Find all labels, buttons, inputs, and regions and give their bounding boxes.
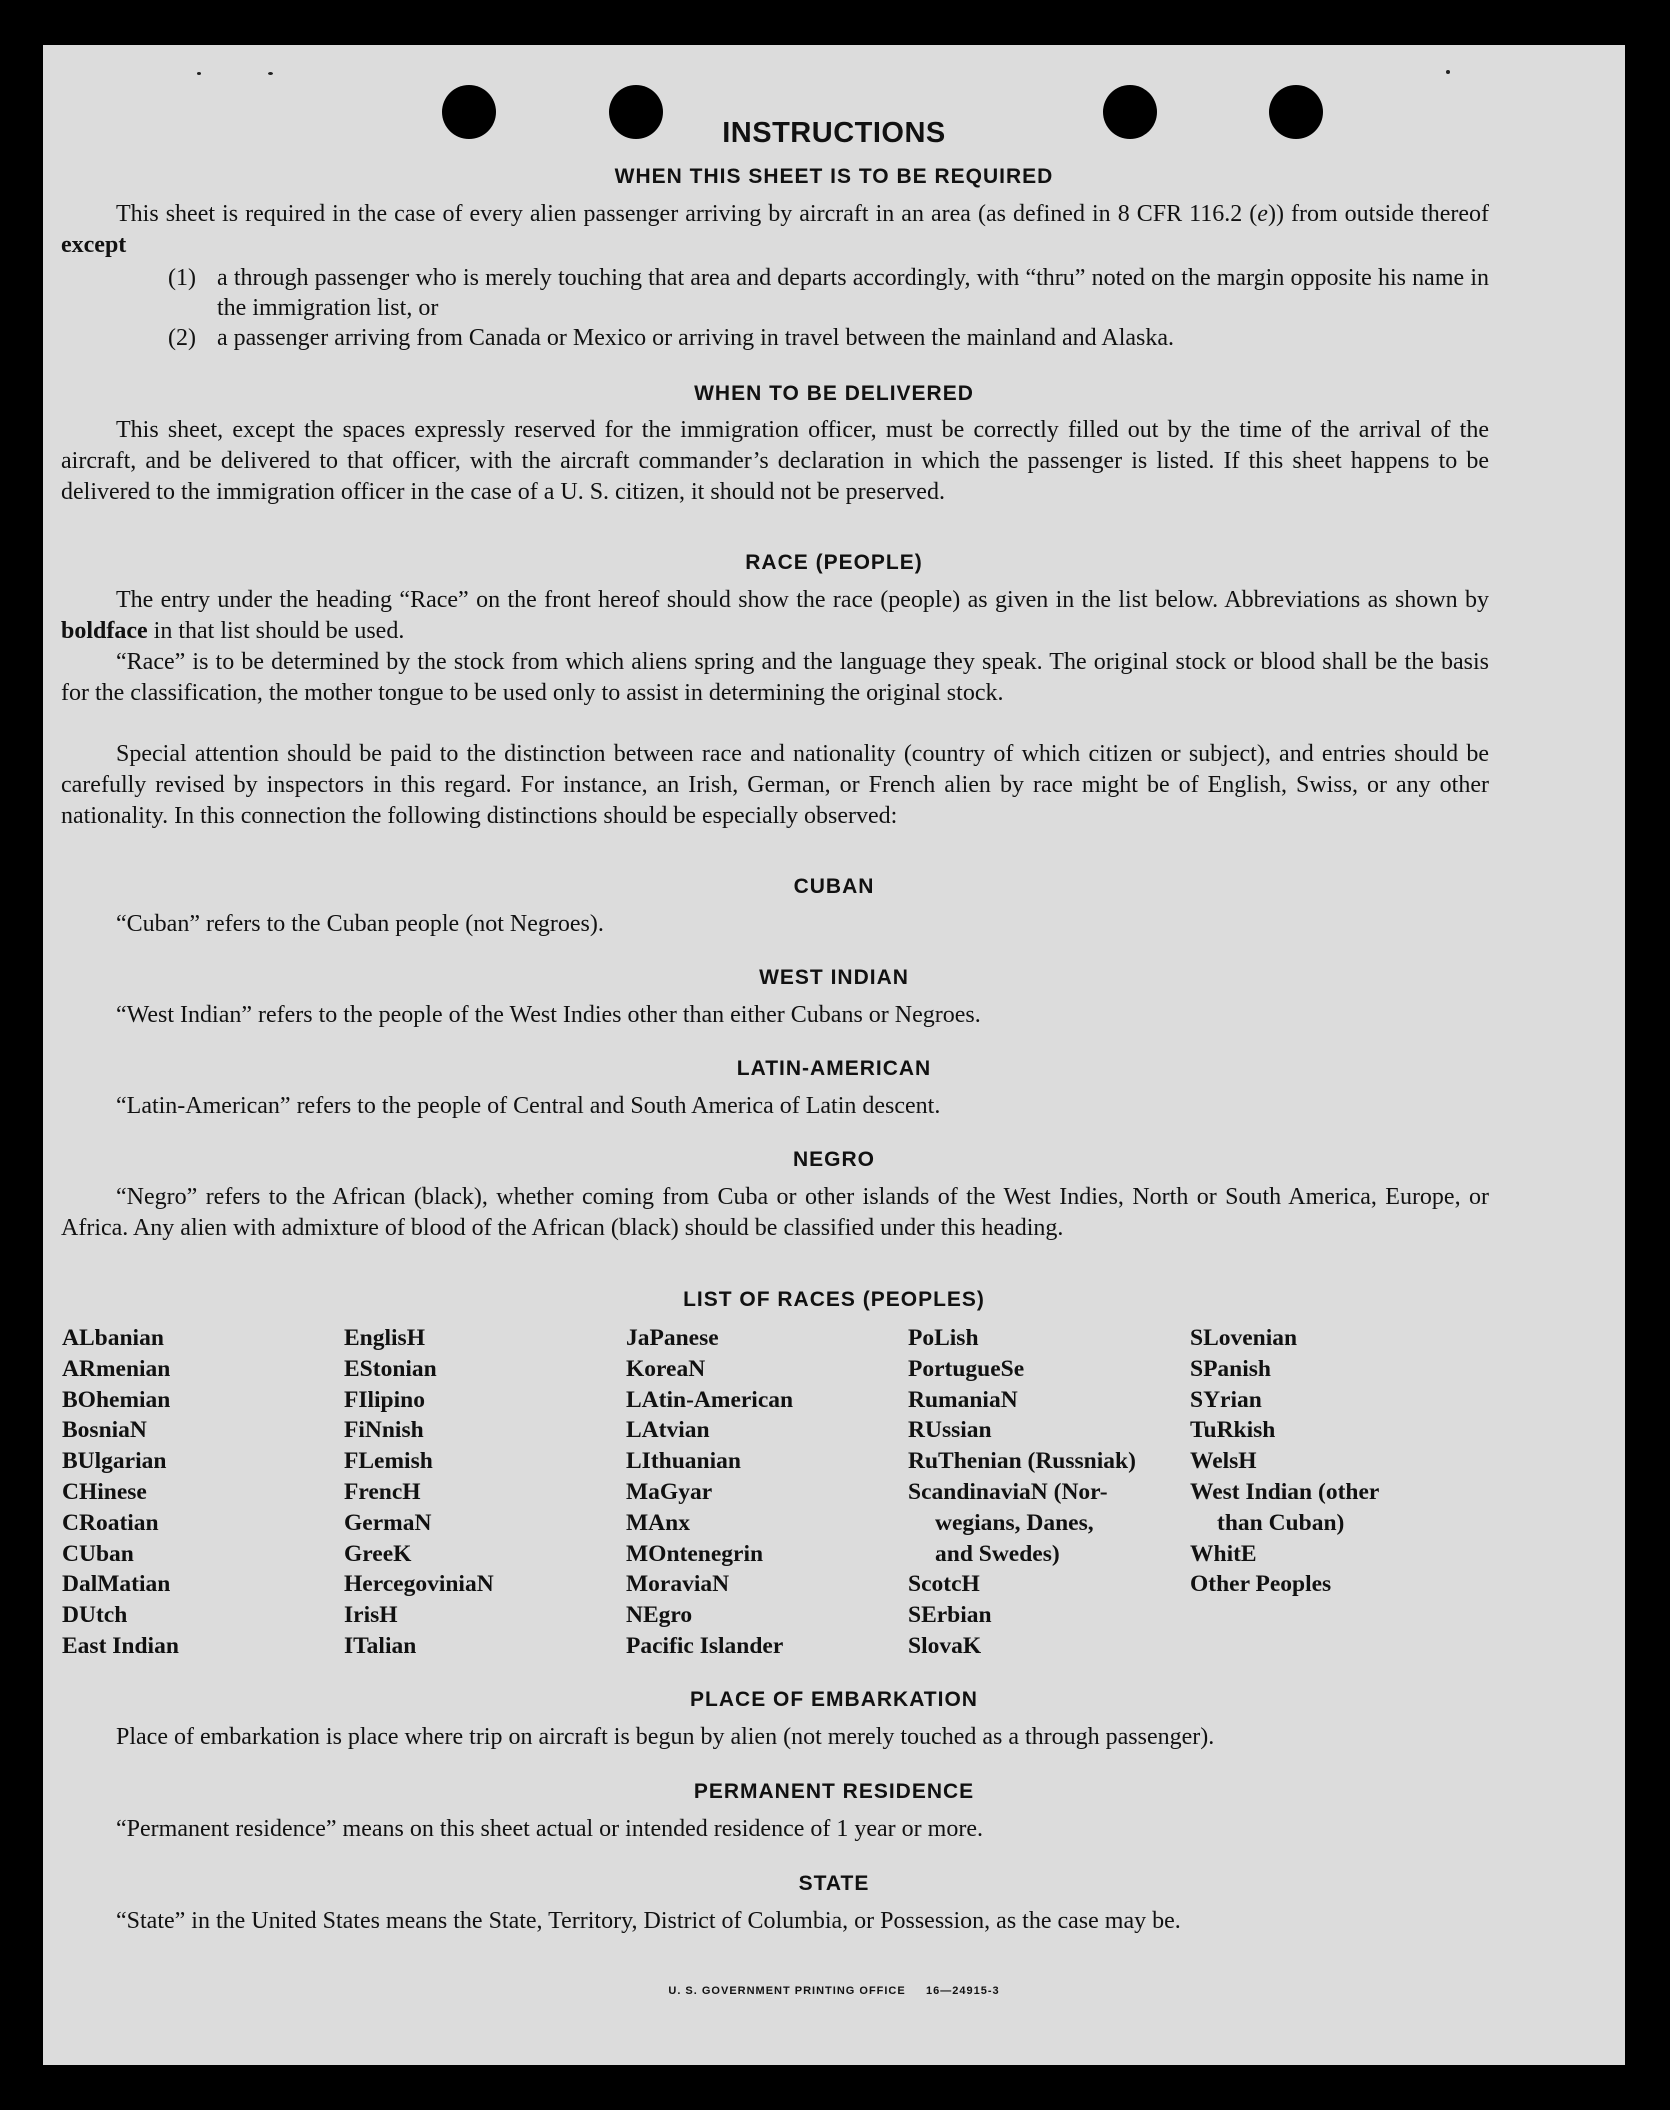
race-item: EnglisH: [344, 1325, 425, 1351]
race-item: LIthuanian: [626, 1448, 741, 1475]
race-item: MAnx: [626, 1509, 690, 1536]
race-item: ARmenian: [62, 1355, 171, 1382]
latin-american-paragraph: “Latin-American” refers to the people of Central and South America of Latin descent.: [116, 1093, 941, 1119]
race-paragraph: The entry under the heading “Race” on the front hereof should show the race (people) as given in the list below. Abbreviations as shown by boldface in that list should be used.: [61, 587, 1489, 644]
race-list-column: [62, 1323, 352, 1662]
section-heading: STATE: [798, 1872, 870, 1895]
race-item: NEgro: [626, 1602, 693, 1629]
race-item: RuThenian (Russniak): [908, 1448, 1136, 1475]
race-paragraph: “Race” is to be determined by the stock from which aliens spring and the language they speak. The original stock or blood shall be the basis for the classification, the mother tongue to be used only to assist in determining the original stock.: [61, 649, 1489, 706]
race-item: ScandinaviaN (Nor-: [908, 1478, 1108, 1505]
race-item: GermaN: [344, 1509, 432, 1536]
printing-office-footer: U. S. GOVERNMENT PRINTING OFFICE 16—24915-3: [668, 1985, 1000, 1997]
race-item: EStonian: [344, 1355, 437, 1382]
embarkation-paragraph: Place of embarkation is place where trip on aircraft is begun by alien (not merely touched as a through passenger).: [116, 1724, 1215, 1750]
race-item: BOhemian: [62, 1386, 171, 1413]
race-item: Pacific Islander: [626, 1632, 784, 1659]
race-item: SYrian: [1190, 1386, 1262, 1413]
race-item: than Cuban): [1217, 1509, 1345, 1536]
race-item: DUtch: [62, 1602, 128, 1629]
residence-paragraph: “Permanent residence” means on this sheet actual or intended residence of 1 year or more.: [116, 1816, 983, 1842]
race-item: JaPanese: [626, 1325, 719, 1351]
race-item: BUlgarian: [62, 1448, 167, 1475]
race-item: ScotcH: [908, 1571, 980, 1598]
section-heading: RACE (PEOPLE): [745, 551, 923, 574]
race-list-column: [344, 1323, 634, 1662]
race-list-column: [626, 1323, 916, 1662]
race-item: CUban: [62, 1540, 134, 1567]
race-item: RumaniaN: [908, 1386, 1018, 1413]
race-item: CHinese: [62, 1478, 147, 1505]
race-item: LAtin-American: [626, 1386, 794, 1413]
race-item: SErbian: [908, 1602, 992, 1629]
section-heading: WEST INDIAN: [759, 966, 909, 989]
race-item: WelsH: [1190, 1448, 1257, 1475]
section-heading: WHEN TO BE DELIVERED: [694, 382, 974, 405]
negro-paragraph: “Negro” refers to the African (black), whether coming from Cuba or other islands of the West Indies, North or South America, Europe, or Africa. Any alien with admixture of blood of the African (black) should be classified under this heading.: [61, 1184, 1489, 1241]
speck: [1446, 70, 1450, 74]
race-item: PoLish: [908, 1325, 979, 1351]
section-heading: CUBAN: [793, 875, 875, 898]
race-list-column: [1190, 1323, 1480, 1600]
race-item: and Swedes): [935, 1540, 1060, 1567]
state-paragraph: “State” in the United States means the State, Territory, District of Columbia, or Possession, as the case may be.: [116, 1908, 1181, 1934]
required-paragraph: This sheet is required in the case of every alien passenger arriving by aircraft in an area (as defined in 8 CFR 116.2 (e)) from outside thereof except: [61, 201, 1489, 258]
section-heading: LIST OF RACES (PEOPLES): [683, 1288, 985, 1311]
delivered-paragraph: This sheet, except the spaces expressly reserved for the immigration officer, must be correctly filled out by the time of the arrival of the aircraft, and be delivered to that officer, with the aircraft commander’s declaration in which the passenger is listed. If this sheet happens to be delivered to the immigration officer in the case of a U. S. citizen, it should not be preserved.: [61, 417, 1489, 505]
race-item: WhitE: [1190, 1540, 1257, 1567]
west-indian-paragraph: “West Indian” refers to the people of the West Indies other than either Cubans or Negroes.: [116, 1002, 981, 1028]
race-item: TuRkish: [1190, 1417, 1276, 1444]
race-item: MoraviaN: [626, 1571, 730, 1598]
race-item: CRoatian: [62, 1509, 159, 1536]
speck: [268, 72, 273, 75]
exception-item: (1) a through passenger who is merely touching that area and departs accordingly, with “thru” noted on the margin opposite his name in the immigration list, or: [168, 265, 1489, 321]
race-item: LAtvian: [626, 1417, 710, 1444]
race-item: RUssian: [908, 1417, 992, 1444]
exception-item: (2) a passenger arriving from Canada or Mexico or arriving in travel between the mainland and Alaska.: [168, 325, 1174, 351]
race-item: HercegoviniaN: [344, 1571, 494, 1598]
race-item: FiNnish: [344, 1417, 424, 1444]
race-item: IrisH: [344, 1602, 398, 1629]
race-item: DalMatian: [62, 1571, 171, 1598]
page-title: INSTRUCTIONS: [722, 117, 946, 149]
race-list-column: [908, 1323, 1198, 1662]
race-item: MOntenegrin: [626, 1540, 764, 1567]
race-paragraph: Special attention should be paid to the distinction between race and nationality (country of which citizen or subject), and entries should be carefully revised by inspectors in this regard. For instance, an Irish, German, or French alien by race might be of English, Swiss, or any other nationality. In this connection the following distinctions should be especially observed:: [61, 741, 1489, 829]
speck: [197, 72, 201, 75]
race-item: SPanish: [1190, 1355, 1271, 1382]
race-item: BosniaN: [62, 1417, 147, 1444]
section-heading: NEGRO: [792, 1148, 875, 1171]
race-item: SlovaK: [908, 1632, 982, 1659]
race-item: East Indian: [62, 1632, 179, 1659]
race-item: ITalian: [344, 1632, 417, 1659]
race-item: MaGyar: [626, 1478, 713, 1505]
race-item: KoreaN: [626, 1355, 706, 1382]
section-heading: PERMANENT RESIDENCE: [693, 1780, 975, 1803]
instruction-sheet: [43, 45, 1625, 2065]
cuban-paragraph: “Cuban” refers to the Cuban people (not Negroes).: [116, 911, 604, 937]
race-item: PortugueSe: [908, 1355, 1025, 1382]
race-item: ALbanian: [62, 1325, 164, 1351]
race-item: West Indian (other: [1190, 1478, 1380, 1505]
race-item: FrencH: [344, 1478, 421, 1505]
section-heading: LATIN-AMERICAN: [736, 1057, 932, 1080]
section-heading: PLACE OF EMBARKATION: [690, 1688, 978, 1711]
section-heading: WHEN THIS SHEET IS TO BE REQUIRED: [614, 165, 1054, 188]
race-item: FIlipino: [344, 1386, 425, 1413]
race-item: wegians, Danes,: [935, 1509, 1094, 1536]
race-item: FLemish: [344, 1448, 433, 1475]
race-item: GreeK: [344, 1540, 412, 1567]
race-item: SLovenian: [1190, 1325, 1298, 1351]
race-item: Other Peoples: [1190, 1571, 1332, 1598]
